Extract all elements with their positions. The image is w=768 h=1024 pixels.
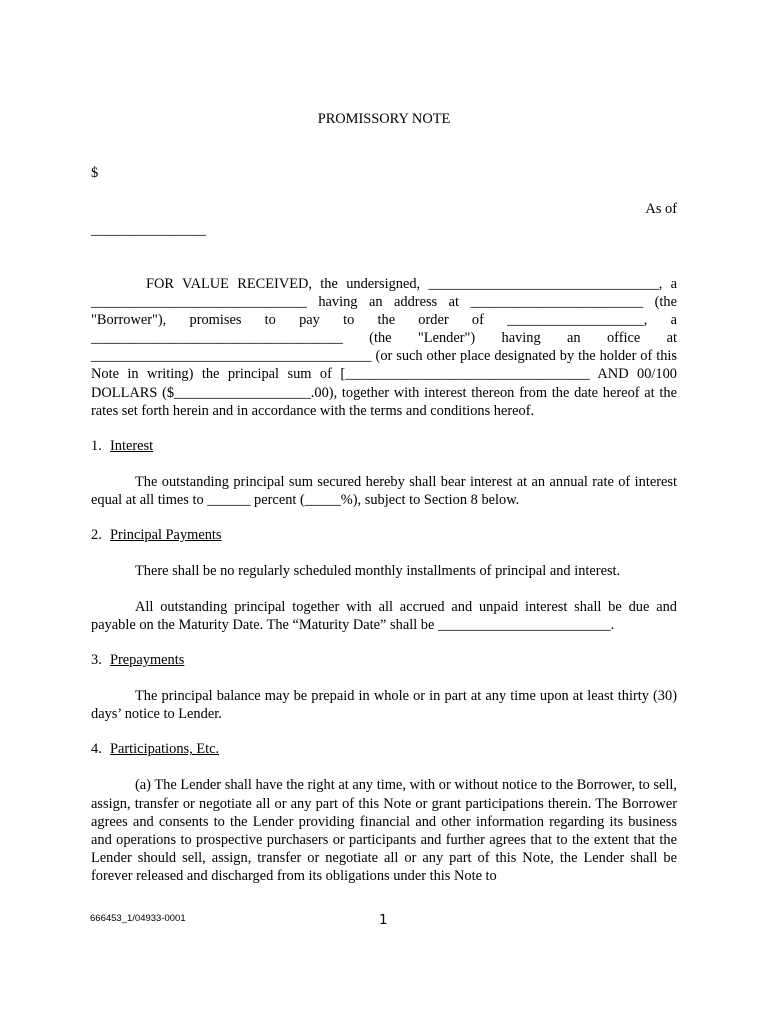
section-number: 3. bbox=[91, 652, 102, 669]
intro-paragraph: FOR VALUE RECEIVED, the undersigned, ________________________________, a ______________________________ having an address at ________________________ (the "Borrower"), promises to pay to the order of ___________________, a ___________________________________ (the "Lender") having an office at _______________________________________ (or such other place designated by the holder of this Note in writing) the principal sum of [__________________________________ AND 00/100 DOLLARS ($___________________.00), together with interest thereon from the date hereof at the rates set forth herein and in accordance with the terms and conditions hereof. bbox=[91, 276, 677, 419]
amount-symbol: $ bbox=[91, 165, 99, 181]
footer-page-number: 1 bbox=[379, 912, 388, 928]
footer-document-id: 666453_1/04933-0001 bbox=[90, 913, 186, 924]
section-heading-prepayments bbox=[91, 651, 677, 669]
section-heading-participations bbox=[91, 740, 677, 758]
section-paragraph: There shall be no regularly scheduled monthly installments of principal and interest. bbox=[135, 562, 621, 579]
section-number: 4. bbox=[91, 741, 102, 758]
as-of-date-blank: ________________ bbox=[91, 222, 207, 238]
section-number: 2. bbox=[91, 526, 102, 543]
section-paragraph: All outstanding principal together with all accrued and unpaid interest shall be due and payable on the Maturity Date. The “Maturity Date” shall be ________________________. bbox=[91, 599, 677, 634]
section-paragraph: The outstanding principal sum secured hereby shall bear interest at an annual rate of interest equal at all times to ______ percent (_____%), subject to Section 8 below. bbox=[91, 473, 677, 508]
section-paragraph: The principal balance may be prepaid in whole or in part at any time upon at least thirty (30) days’ notice to Lender. bbox=[91, 688, 677, 723]
as-of-label: As of bbox=[645, 201, 677, 217]
section-title: Interest bbox=[110, 437, 154, 454]
document-title: PROMISSORY NOTE bbox=[317, 111, 451, 127]
section-heading-principal-payments bbox=[91, 526, 677, 544]
section-number: 1. bbox=[91, 437, 102, 454]
section-title: Principal Payments bbox=[110, 526, 222, 543]
section-title: Prepayments bbox=[110, 652, 185, 669]
section-title: Participations, Etc. bbox=[110, 741, 220, 758]
document-body bbox=[91, 110, 677, 885]
section-paragraph: (a) The Lender shall have the right at any time, with or without notice to the Borrower, to sell, assign, transfer or negotiate all or any part of this Note or grant participations therein. The Borrower agrees and consents to the Lender providing financial and other information regarding its business and operations to prospective purchasers or participants and further agrees that to the extent that the Lender should sell, assign, transfer or negotiate all or any part of this Note, the Lender shall be forever released and discharged from its obligations under this Note to bbox=[91, 777, 677, 884]
section-heading-interest bbox=[91, 437, 677, 455]
